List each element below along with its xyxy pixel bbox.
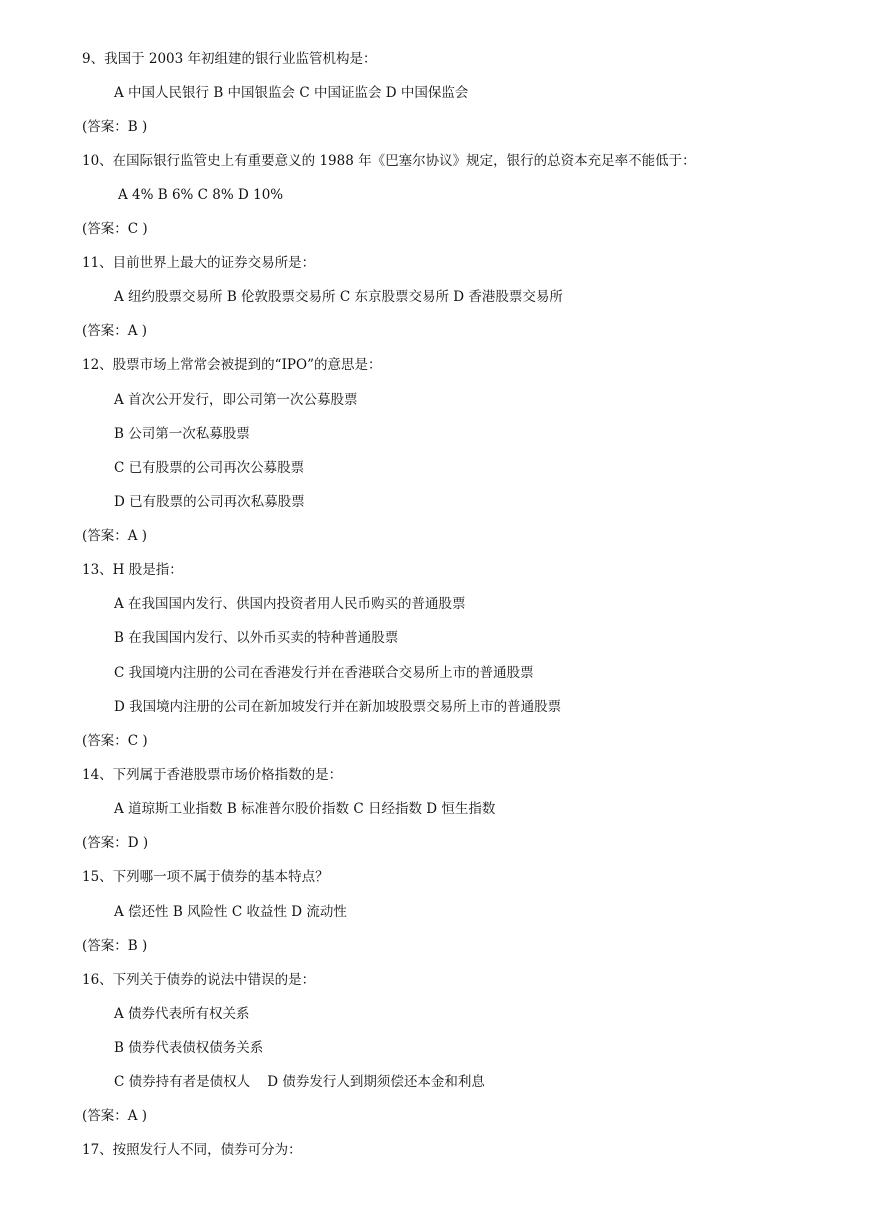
question-11: 11、目前世界上最大的证券交易所是： xyxy=(82,255,316,271)
question-17: 17、按照发行人不同，债券可分为： xyxy=(82,1142,302,1158)
option-13-c: C 我国境内注册的公司在香港发行并在香港联合交易所上市的普通股票 xyxy=(114,665,534,681)
options-15: A 偿还性 B 风险性 C 收益性 D 流动性 xyxy=(114,904,347,920)
answer-14: (答案：D ) xyxy=(82,835,149,851)
question-13: 13、H 股是指： xyxy=(82,562,183,578)
option-13-d: D 我国境内注册的公司在新加坡发行并在新加坡股票交易所上市的普通股票 xyxy=(114,699,562,715)
answer-11: (答案：A ) xyxy=(82,323,148,339)
options-9: A 中国人民银行 B 中国银监会 C 中国证监会 D 中国保监会 xyxy=(114,85,469,101)
option-16-a: A 债券代表所有权关系 xyxy=(114,1006,250,1022)
answer-9: (答案：B ) xyxy=(82,119,148,135)
option-12-c: C 已有股票的公司再次公募股票 xyxy=(114,460,305,476)
options-14: A 道琼斯工业指数 B 标准普尔股价指数 C 日经指数 D 恒生指数 xyxy=(114,801,496,817)
answer-13: (答案：C ) xyxy=(82,733,148,749)
option-12-d: D 已有股票的公司再次私募股票 xyxy=(114,494,305,510)
answer-15: (答案：B ) xyxy=(82,938,148,954)
question-10: 10、在国际银行监管史上有重要意义的 1988 年《巴塞尔协议》规定，银行的总资本充足率不能低于： xyxy=(82,153,696,169)
answer-16: (答案：A ) xyxy=(82,1108,148,1124)
option-12-a: A 首次公开发行，即公司第一次公募股票 xyxy=(114,392,358,408)
answer-12: (答案：A ) xyxy=(82,528,148,544)
question-14: 14、下列属于香港股票市场价格指数的是： xyxy=(82,767,343,783)
question-9: 9、我国于 2003 年初组建的银行业监管机构是： xyxy=(82,51,377,67)
option-12-b: B 公司第一次私募股票 xyxy=(114,426,250,442)
answer-10: (答案：C ) xyxy=(82,221,148,237)
question-12: 12、股票市场上常常会被提到的“IPO”的意思是： xyxy=(82,357,382,373)
options-10: A 4% B 6% C 8% D 10% xyxy=(118,187,284,203)
option-13-a: A 在我国国内发行、供国内投资者用人民币购买的普通股票 xyxy=(114,596,466,612)
question-15: 15、下列哪一项不属于债券的基本特点？ xyxy=(82,869,329,885)
option-16-cd: C 债券持有者是债权人 D 债券发行人到期须偿还本金和利息 xyxy=(114,1074,485,1090)
option-13-b: B 在我国国内发行、以外币买卖的特种普通股票 xyxy=(114,630,399,646)
question-16: 16、下列关于债券的说法中错误的是： xyxy=(82,972,316,988)
options-11: A 纽约股票交易所 B 伦敦股票交易所 C 东京股票交易所 D 香港股票交易所 xyxy=(114,289,563,305)
option-16-b: B 债券代表债权债务关系 xyxy=(114,1040,264,1056)
